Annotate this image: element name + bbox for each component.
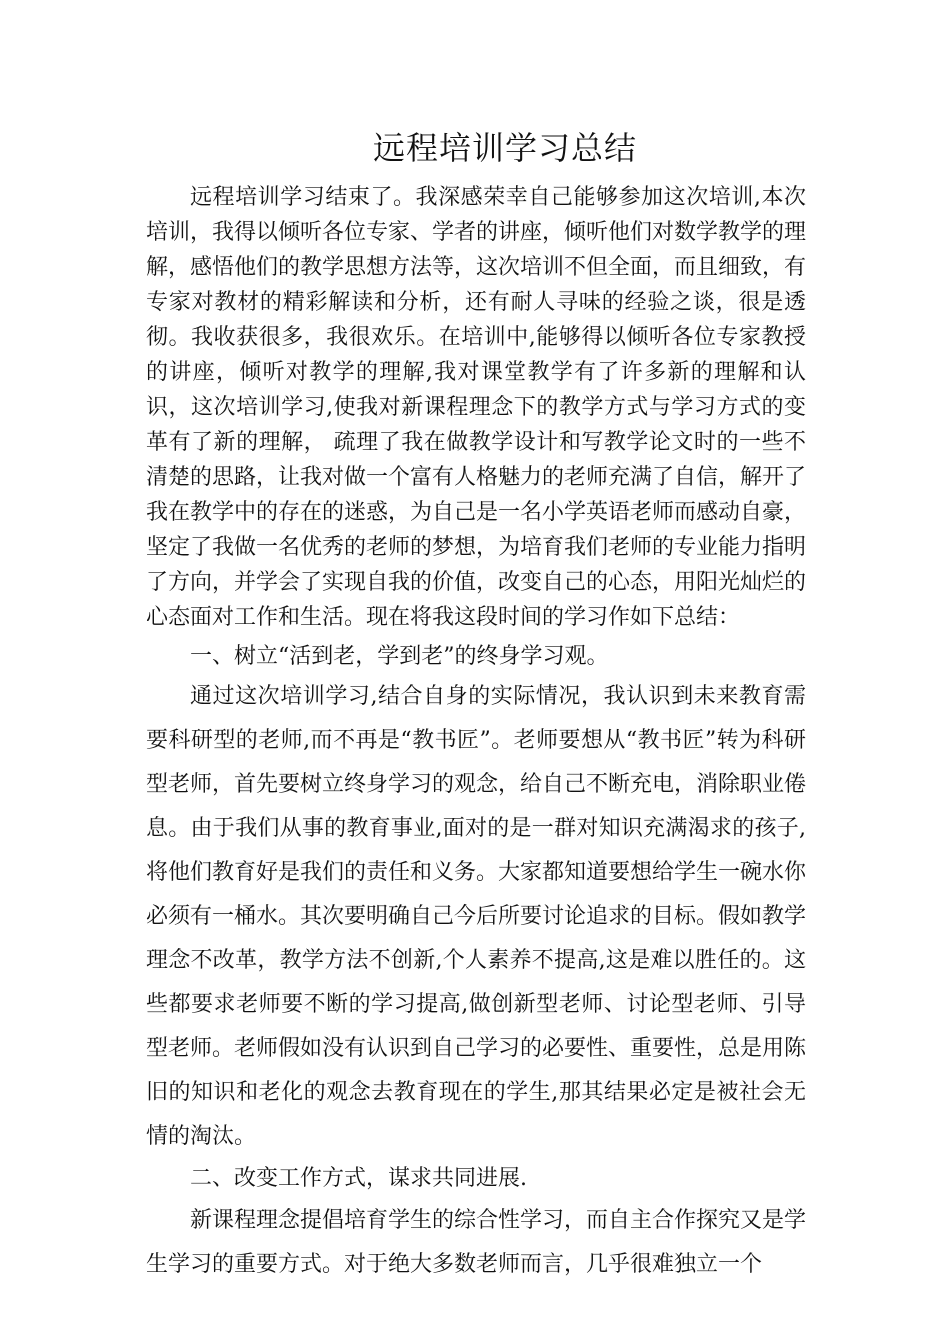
section-heading-1: 一、树立“活到老，学到老”的终身学习观。: [190, 644, 609, 669]
document-body: [146, 180, 806, 1287]
paragraph-section-1: 通过这次培训学习,结合自身的实际情况，我认识到未来教育需要科研型的老师,而不再是“教书匠”。老师要想从“教书匠”转为科研型老师，首先要树立终身学习的观念，给自己不断充电，消除职业倦息。由于我们从事的教育事业,面对的是一群对知识充满渴求的孩子,将他们教育好是我们的责任和义务。大家都知道要想给学生一碗水你必须有一桶水。其次要明确自己今后所要讨论追求的目标。假如教学理念不改革，教学方法不创新,个人素养不提高,这是难以胜任的。这些都要求老师要不断的学习提高,做创新型老师、讨论型老师、引导型老师。老师假如没有认识到自己学习的必要性、重要性，总是用陈旧的知识和老化的观念去教育现在的学生,那其结果必定是被社会无情的淘汰。: [146, 684, 807, 1149]
document-title: 远程培训学习总结: [372, 129, 637, 167]
paragraph-section-2: 新课程理念提倡培育学生的综合性学习，而自主合作探究又是学生学习的重要方式。对于绝大多数老师而言，几乎很难独立一个: [146, 1208, 807, 1277]
paragraph-intro: 远程培训学习结束了。我深感荣幸自己能够参加这次培训,本次培训，我得以倾听各位专家、学者的讲座，倾听他们对数学教学的理解，感悟他们的教学思想方法等，这次培训不但全面，而且细致，有专家对教材的精彩解读和分析，还有耐人寻味的经验之谈，很是透彻。我收获很多，我很欢乐。在培训中,能够得以倾听各位专家教授的讲座，倾听对教学的理解,我对课堂教学有了许多新的理解和认识，这次培训学习,使我对新课程理念下的教学方式与学习方式的变革有了新的理解， 疏理了我在做教学设计和写教学论文时的一些不清楚的思路，让我对做一个富有人格魅力的老师充满了自信，解开了我在教学中的存在的迷惑，为自己是一名小学英语老师而感动自豪，坚定了我做一名优秀的老师的梦想，为培育我们老师的专业能力指明了方向，并学会了实现自我的价值，改变自己的心态，用阳光灿烂的心态面对工作和生活。现在将我这段时间的学习作如下总结：: [146, 185, 807, 630]
section-heading-2: 二、改变工作方式，谋求共同进展.: [190, 1166, 527, 1191]
